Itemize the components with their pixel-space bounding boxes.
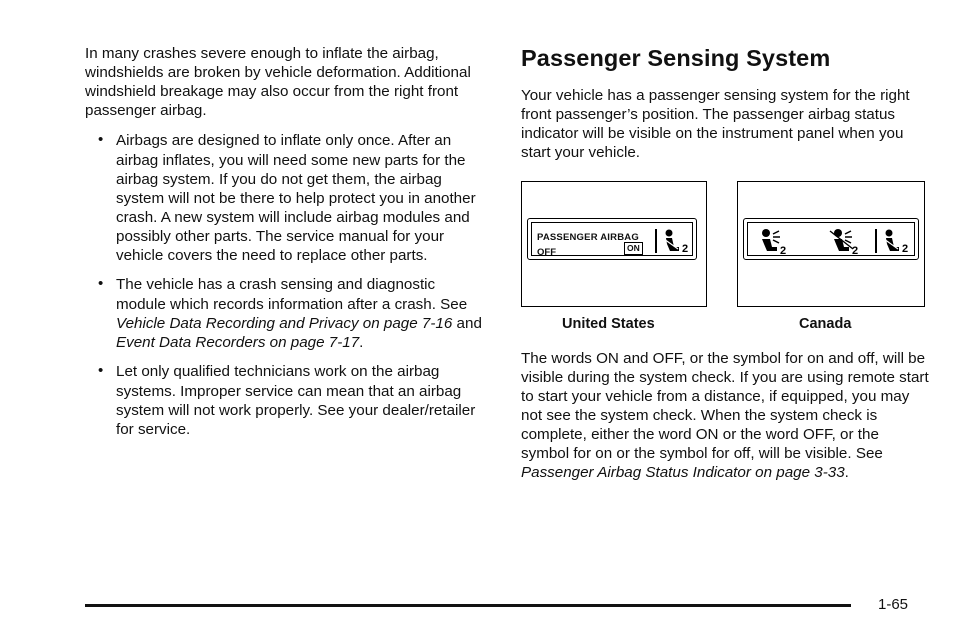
bullet-list (85, 130, 490, 439)
page-number: 1-65 (878, 596, 909, 613)
on-label: ON (624, 242, 643, 255)
seat-position-number: 2 (852, 245, 859, 257)
paragraph-text: The words ON and OFF, or the symbol for on and off, will be visible during the system check. If you are using remote start to start your vehicle from a distance, if equipped, you may not see the system check. When the system check is complete, either the word ON or the word OFF, or the symbol for on or the symbol for off, will be visible. See (521, 350, 929, 462)
bullet-text-end: . (359, 334, 364, 351)
indicator-panel-canada (743, 218, 919, 260)
bullet-text: module which records information after a crash. See (116, 296, 468, 313)
bullet-dot-icon: • (98, 362, 104, 379)
airbag-off-symbol-icon (826, 227, 862, 257)
intro-paragraph: Your vehicle has a passenger sensing system for the right front passenger’s position. The passenger airbag status indicator will be visible on the instrument panel when you start your vehicle. (521, 87, 910, 161)
bullet-text: airbag inflates, you will need some new parts for the airbag system. If you do not get them, the airbag system will not be there to help protect you in another crash. A new system will include airbag modules and possibly other parts. The service manual for your vehicle covers the need to replace other parts. (116, 152, 476, 264)
bullet-item (85, 274, 490, 352)
cross-reference-link[interactable]: Event Data Recorders on page 7-17 (116, 334, 360, 351)
system-check-paragraph (521, 349, 931, 482)
bullet-item (85, 130, 490, 265)
bullet-dot-icon: • (98, 131, 104, 148)
paragraph-text-end: . (844, 464, 849, 481)
seat-position-number: 2 (682, 243, 689, 255)
off-label: OFF (537, 247, 556, 258)
right-column (521, 44, 931, 482)
airbag-occupant-icon (654, 227, 696, 257)
bullet-item (85, 361, 490, 439)
bullet-lead: The vehicle has a crash sensing and diagnostic (116, 276, 436, 293)
figure-caption-us: United States (562, 316, 655, 332)
indicator-figures (521, 181, 931, 331)
bullet-text: systems. Improper service can mean that an airbag system will not work properly. See your dealer/retailer for service. (116, 383, 476, 438)
bullet-lead: Let only qualified technicians work on the airbag (116, 363, 440, 380)
intro-paragraph: In many crashes severe enough to inflate the airbag, windshields are broken by vehicle deformation. Additional windshield breakage may also occur from the right front passenger airbag. (85, 45, 471, 119)
cross-reference-link[interactable]: Vehicle Data Recording and Privacy on page 7-16 (116, 315, 453, 332)
airbag-occupant-icon (874, 227, 916, 257)
airbag-on-symbol-icon (754, 227, 790, 257)
section-heading: Passenger Sensing System (521, 45, 831, 71)
cross-reference-link[interactable]: Passenger Airbag Status Indicator on page 3-33 (521, 464, 845, 481)
left-column (85, 44, 490, 448)
indicator-panel-us (527, 218, 697, 260)
passenger-airbag-label: PASSENGER AIRBAG (537, 232, 639, 243)
bullet-lead: Airbags are designed to inflate only once. After an (116, 132, 452, 149)
seat-position-number: 2 (902, 243, 909, 255)
footer-rule (85, 604, 851, 607)
seat-position-number: 2 (780, 245, 787, 257)
bullet-text: and (456, 315, 482, 332)
bullet-dot-icon: • (98, 275, 104, 292)
figure-caption-canada: Canada (799, 316, 852, 332)
